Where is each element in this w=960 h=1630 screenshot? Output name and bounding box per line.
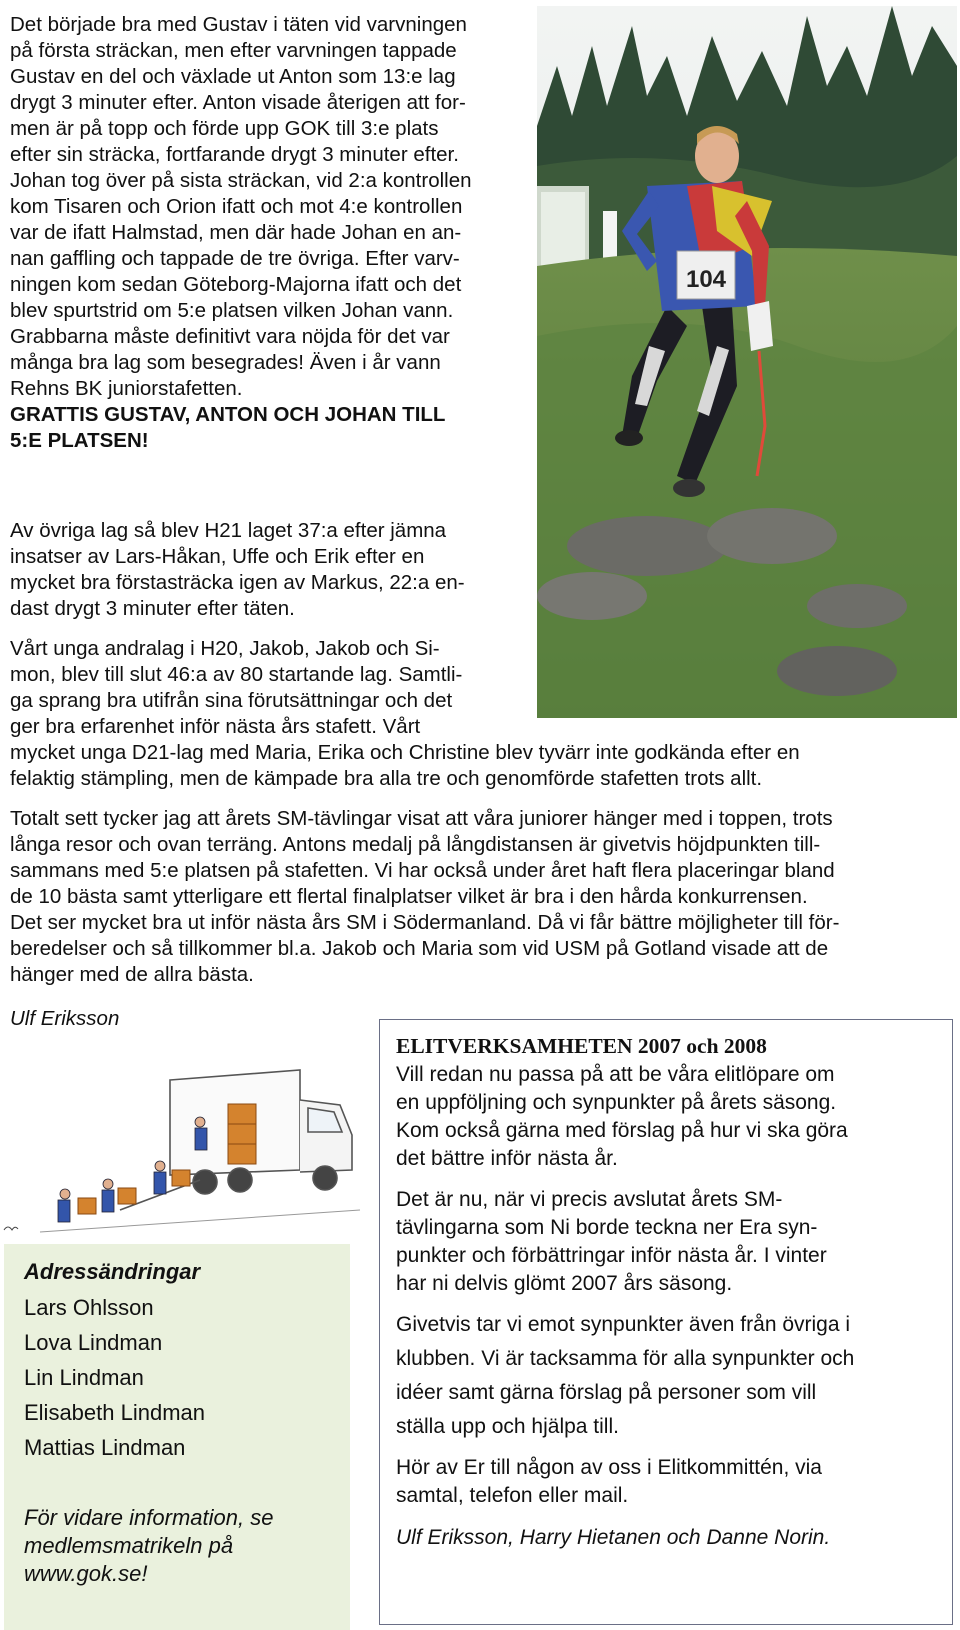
- elite-text-line: Givetvis tar vi emot synpunkter även från övriga i: [396, 1313, 851, 1336]
- text-line: mon, blev till slut 46:a av 80 startande lag. Samtli-: [10, 663, 463, 686]
- elite-text-line: ställa upp och hjälpa till.: [396, 1415, 619, 1438]
- text-line: hänger med de allra bästa.: [10, 963, 254, 986]
- text-line: var de ifatt Halmstad, men där hade Johan en an-: [10, 221, 462, 244]
- text-line: mycket bra förstasträcka igen av Markus, 22:a en-: [10, 571, 465, 594]
- address-info-line: För vidare information, se: [24, 1505, 274, 1530]
- article-signature: Ulf Eriksson: [10, 1007, 120, 1030]
- text-line: mycket unga D21-lag med Maria, Erika och Christine blev tyvärr inte godkända efter en: [10, 741, 800, 764]
- address-name: Elisabeth Lindman: [24, 1400, 206, 1425]
- elite-text-line: en uppföljning och synpunkter på årets säsong.: [396, 1091, 837, 1114]
- elite-text-line: har ni delvis glömt 2007 års säsong.: [396, 1272, 733, 1295]
- moving-truck-illustration: [0, 1060, 365, 1240]
- address-name: Lin Lindman: [24, 1365, 144, 1390]
- elite-signature: Ulf Eriksson, Harry Hietanen och Danne Norin.: [396, 1526, 831, 1549]
- elite-text-line: klubben. Vi är tacksamma för alla synpunkter och: [396, 1347, 855, 1370]
- text-line: beredelser och så tillkommer bl.a. Jakob och Maria som vid USM på Gotland visade att de: [10, 937, 829, 960]
- text-line: Rehns BK juniorstafetten.: [10, 377, 243, 400]
- address-name: Mattias Lindman: [24, 1435, 186, 1460]
- address-changes-title: Adressändringar: [24, 1259, 201, 1284]
- text-line: nan gaffling och tappade de tre övriga. Efter varv-: [10, 247, 460, 270]
- text-line: långa resor och ovan terräng. Antons medalj på långdistansen är givetvis höjdpunkten till-: [10, 833, 821, 856]
- address-info-line: medlemsmatrikeln på: [24, 1533, 234, 1558]
- text-line: men är på topp och förde upp GOK till 3:e plats: [10, 117, 439, 140]
- bib-number: 104: [685, 266, 727, 293]
- text-line: efter sin sträcka, fortfarande drygt 3 minuter efter.: [10, 143, 459, 166]
- text-line: insatser av Lars-Håkan, Uffe och Erik efter en: [10, 545, 425, 568]
- text-line: många bra lag som besegrades! Även i år vann: [10, 351, 441, 374]
- text-line: ger bra erfarenhet inför nästa års stafett. Vårt: [10, 715, 421, 738]
- text-line: dast drygt 3 minuter efter täten.: [10, 597, 295, 620]
- text-line: drygt 3 minuter efter. Anton visade återigen att for-: [10, 91, 466, 114]
- elite-activity-box: [379, 1019, 953, 1625]
- elite-text-line: det bättre inför nästa år.: [396, 1147, 618, 1170]
- text-line: Totalt sett tycker jag att årets SM-tävlingar visat att våra juniorer hänger med i toppen, trots: [10, 807, 833, 830]
- runner-photo: [537, 6, 957, 718]
- congrats-line: GRATTIS GUSTAV, ANTON OCH JOHAN TILL: [10, 403, 446, 426]
- text-line: Det började bra med Gustav i täten vid varvningen: [10, 13, 467, 36]
- elite-text-line: tävlingarna som Ni borde teckna ner Era syn-: [396, 1216, 818, 1239]
- elite-text-line: Det är nu, när vi precis avslutat årets SM-: [396, 1188, 783, 1211]
- text-line: ga sprang bra utifrån sina förutsättningar och det: [10, 689, 453, 712]
- text-line: de 10 bästa samt ytterligare ett flertal finalplatser vilket är bra i den hårda konkurrensen.: [10, 885, 808, 908]
- text-line: Grabbarna måste definitivt vara nöjda för det var: [10, 325, 450, 348]
- text-line: Johan tog över på sista sträckan, vid 2:a kontrollen: [10, 169, 472, 192]
- address-info-link[interactable]: www.gok.se!: [24, 1561, 148, 1586]
- text-line: blev spurtstrid om 5:e platsen vilken Johan vann.: [10, 299, 454, 322]
- elite-text-line: samtal, telefon eller mail.: [396, 1484, 629, 1507]
- text-line: kom Tisaren och Orion ifatt och mot 4:e kontrollen: [10, 195, 463, 218]
- address-name: Lova Lindman: [24, 1330, 163, 1355]
- elite-title: ELITVERKSAMHETEN 2007 och 2008: [396, 1034, 767, 1058]
- address-name: Lars Ohlsson: [24, 1295, 154, 1320]
- text-line: Gustav en del och växlade ut Anton som 13:e lag: [10, 65, 456, 88]
- text-line: Vårt unga andralag i H20, Jakob, Jakob och Si-: [10, 637, 440, 660]
- elite-text-line: punkter och förbättringar inför nästa år. I vinter: [396, 1244, 827, 1267]
- address-changes-box: [4, 1244, 350, 1630]
- elite-text-line: idéer samt gärna förslag på personer som vill: [396, 1381, 817, 1404]
- text-line: Det ser mycket bra ut inför nästa års SM i Södermanland. Då vi får bättre möjligheter till för-: [10, 911, 840, 934]
- congrats-line: 5:E PLATSEN!: [10, 429, 149, 452]
- text-line: på första sträckan, men efter varvningen tappade: [10, 39, 457, 62]
- elite-text-line: Hör av Er till någon av oss i Elitkommittén, via: [396, 1456, 822, 1479]
- elite-text-line: Kom också gärna med förslag på hur vi ska göra: [396, 1119, 848, 1142]
- text-line: sammans med 5:e platsen på stafetten. Vi har också under året haft flera placeringar bland: [10, 859, 835, 882]
- elite-text-line: Vill redan nu passa på att be våra elitlöpare om: [396, 1063, 835, 1086]
- text-line: Av övriga lag så blev H21 laget 37:a efter jämna: [10, 519, 447, 542]
- text-line: ningen kom sedan Göteborg-Majorna ifatt och det: [10, 273, 462, 296]
- text-line: felaktig stämpling, men de kämpade bra alla tre och genomförde stafetten trots allt.: [10, 767, 763, 790]
